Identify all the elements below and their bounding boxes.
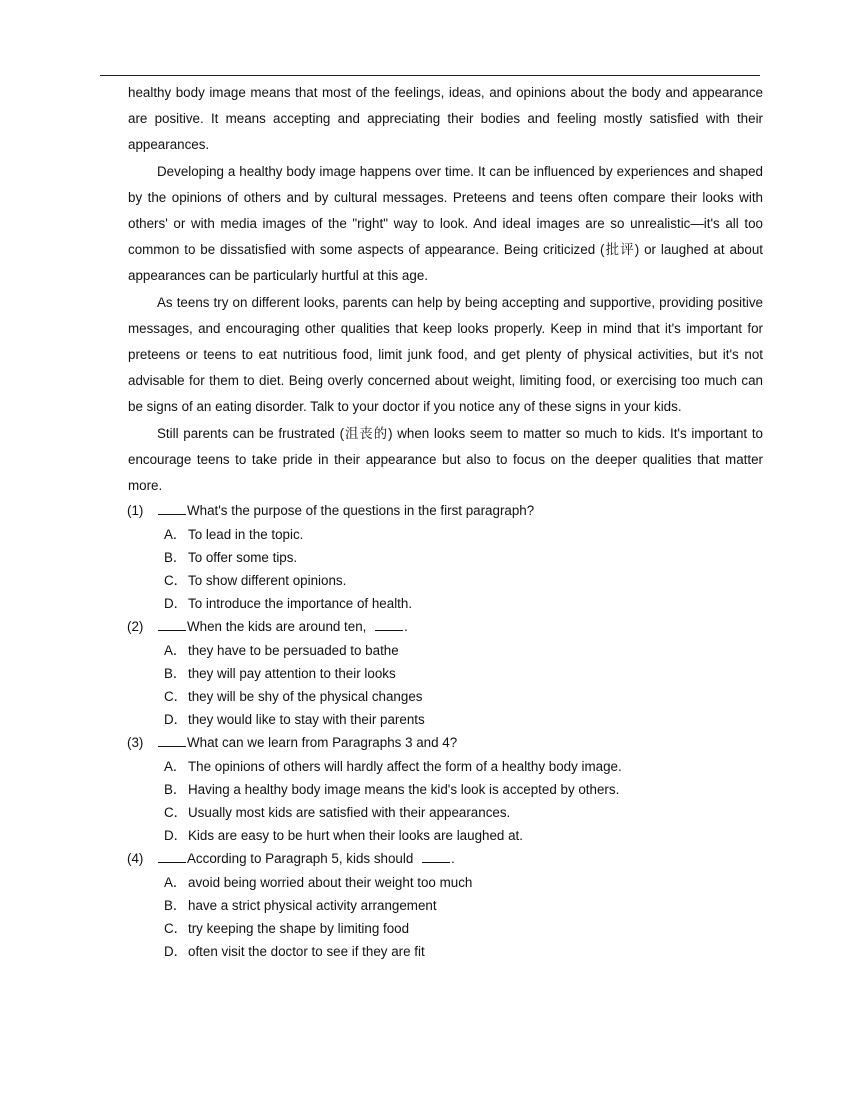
option-c[interactable] bbox=[164, 917, 763, 940]
option-list bbox=[164, 755, 763, 847]
answer-blank[interactable] bbox=[158, 618, 186, 631]
option-letter: B． bbox=[164, 898, 187, 914]
option-text: Usually most kids are satisfied with their appearances. bbox=[188, 805, 511, 821]
option-c[interactable] bbox=[164, 685, 763, 708]
option-a[interactable] bbox=[164, 523, 763, 546]
option-b[interactable] bbox=[164, 546, 763, 569]
option-text: The opinions of others will hardly affect the form of a healthy body image. bbox=[188, 759, 622, 775]
option-letter: B． bbox=[164, 550, 187, 566]
question-text bbox=[158, 731, 457, 755]
option-letter: A． bbox=[164, 527, 187, 543]
option-c[interactable] bbox=[164, 801, 763, 824]
option-text: To lead in the topic. bbox=[188, 527, 304, 543]
option-text: To introduce the importance of health. bbox=[188, 596, 413, 612]
question-trail: . bbox=[404, 619, 408, 635]
option-text: they would like to stay with their parents bbox=[188, 712, 425, 728]
option-text: they have to be persuaded to bathe bbox=[188, 643, 399, 659]
question-number: (2) bbox=[127, 619, 144, 635]
option-a[interactable] bbox=[164, 755, 763, 778]
question-block bbox=[128, 499, 763, 615]
answer-blank[interactable] bbox=[158, 850, 186, 863]
option-text: Having a healthy body image means the kid's look is accepted by others. bbox=[188, 782, 620, 798]
option-list bbox=[164, 871, 763, 963]
option-letter: D． bbox=[164, 828, 188, 844]
option-d[interactable] bbox=[164, 708, 763, 731]
question-stem-row bbox=[128, 731, 763, 755]
question-text bbox=[158, 615, 408, 639]
inline-blank[interactable] bbox=[422, 850, 450, 863]
question-trail: . bbox=[451, 851, 455, 867]
paragraph-continued: healthy body image means that most of the feelings, ideas, and opinions about the body and appearance are positive. It means accepting and appreciating their bodies and feeling mostly satisfied with their appearances. bbox=[128, 85, 763, 153]
option-text: often visit the doctor to see if they are fit bbox=[188, 944, 425, 960]
option-text: Kids are easy to be hurt when their looks are laughed at. bbox=[188, 828, 523, 844]
option-letter: B． bbox=[164, 666, 187, 682]
question-stem: What can we learn from Paragraphs 3 and 4? bbox=[187, 735, 458, 751]
document-body bbox=[128, 80, 763, 963]
option-d[interactable] bbox=[164, 940, 763, 963]
option-letter: A． bbox=[164, 759, 187, 775]
option-letter: C． bbox=[164, 921, 188, 937]
option-b[interactable] bbox=[164, 894, 763, 917]
question-number: (3) bbox=[127, 735, 144, 751]
option-text: To offer some tips. bbox=[188, 550, 298, 566]
question-text bbox=[158, 499, 534, 523]
paragraph: Still parents can be frustrated (沮丧的) when looks seem to matter so much to kids. It's important to encourage teens to take pride in their appearance but also to focus on the deeper qualities that matter more. bbox=[128, 425, 763, 494]
option-letter: A． bbox=[164, 875, 187, 891]
question-block bbox=[128, 847, 763, 963]
option-text: have a strict physical activity arrangement bbox=[188, 898, 437, 914]
option-text: avoid being worried about their weight too much bbox=[188, 875, 473, 891]
option-letter: D． bbox=[164, 712, 188, 728]
option-d[interactable] bbox=[164, 592, 763, 615]
header-rule bbox=[100, 75, 760, 76]
option-d[interactable] bbox=[164, 824, 763, 847]
question-stem-row bbox=[128, 499, 763, 523]
question-stem-row bbox=[128, 615, 763, 639]
option-letter: C． bbox=[164, 689, 188, 705]
option-letter: D． bbox=[164, 944, 188, 960]
option-b[interactable] bbox=[164, 662, 763, 685]
question-stem: When the kids are around ten, bbox=[187, 619, 371, 635]
option-b[interactable] bbox=[164, 778, 763, 801]
option-text: they will be shy of the physical changes bbox=[188, 689, 423, 705]
question-block bbox=[128, 615, 763, 731]
option-text: try keeping the shape by limiting food bbox=[188, 921, 410, 937]
option-list bbox=[164, 523, 763, 615]
question-number: (1) bbox=[127, 503, 144, 519]
question-stem: What's the purpose of the questions in the first paragraph? bbox=[187, 503, 535, 519]
question-block bbox=[128, 731, 763, 847]
option-text: they will pay attention to their looks bbox=[188, 666, 396, 682]
option-text: To show different opinions. bbox=[188, 573, 347, 589]
option-c[interactable] bbox=[164, 569, 763, 592]
inline-blank[interactable] bbox=[375, 618, 403, 631]
paragraph: Developing a healthy body image happens over time. It can be influenced by experiences and shaped by the opinions of others and by cultural messages. Preteens and teens often compare their looks with others' or with media images of the "right" way to look. And ideal images are so unrealistic—it's all too common to be dissatisfied with some aspects of appearance. Being criticized (批评) or laughed at about appearances can be particularly hurtful at this age. bbox=[128, 163, 763, 284]
answer-blank[interactable] bbox=[158, 734, 186, 747]
paragraph: As teens try on different looks, parents can help by being accepting and supportive, providing positive messages, and encouraging other qualities that keep looks properly. Keep in mind that it's important for preteens or teens to eat nutritious food, limit junk food, and get plenty of physical activities, but it's not advisable for them to diet. Being overly concerned about weight, limiting food, or exercising too much can be signs of an eating disorder. Talk to your doctor if you notice any of these signs in your kids. bbox=[128, 294, 763, 415]
option-letter: C． bbox=[164, 573, 188, 589]
answer-blank[interactable] bbox=[158, 502, 186, 515]
question-text bbox=[158, 847, 455, 871]
option-a[interactable] bbox=[164, 871, 763, 894]
option-letter: C． bbox=[164, 805, 188, 821]
option-letter: D． bbox=[164, 596, 188, 612]
question-number: (4) bbox=[127, 851, 144, 867]
option-letter: A． bbox=[164, 643, 187, 659]
option-a[interactable] bbox=[164, 639, 763, 662]
question-stem: According to Paragraph 5, kids should bbox=[187, 851, 418, 867]
option-letter: B． bbox=[164, 782, 187, 798]
question-stem-row bbox=[128, 847, 763, 871]
option-list bbox=[164, 639, 763, 731]
